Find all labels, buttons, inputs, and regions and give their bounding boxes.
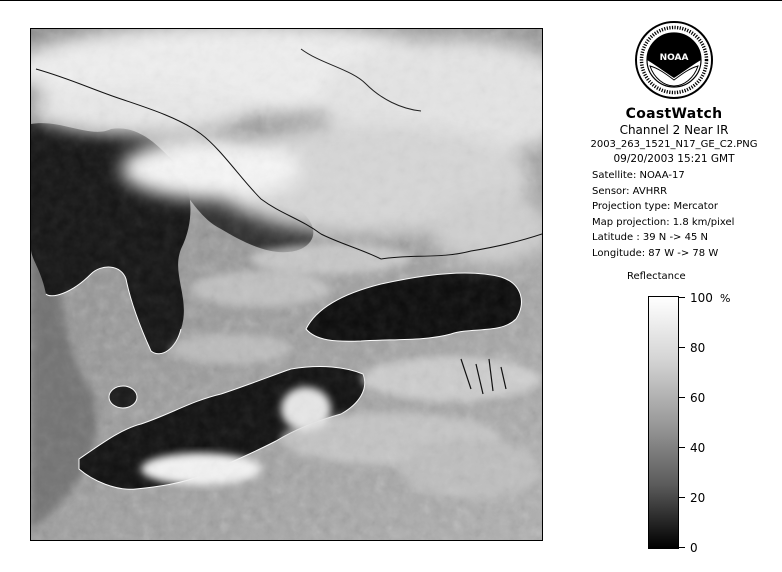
meta-projection-type: Projection type: Mercator — [592, 201, 718, 212]
logo-text: NOAA — [659, 53, 689, 63]
top-frame-line — [0, 0, 782, 1]
channel-label: Channel 2 Near IR — [619, 123, 729, 137]
colorbar-tick-label: 40 — [690, 441, 706, 455]
file-name: 2003_263_1521_N17_GE_C2.PNG — [590, 139, 758, 150]
colorbar-title: Reflectance — [627, 271, 686, 282]
satellite-image — [30, 28, 543, 541]
info-panel — [566, 20, 782, 261]
meta-latitude: Latitude : 39 N -> 45 N — [592, 232, 708, 243]
colorbar-tick-label: 100 — [690, 291, 713, 305]
colorbar-tick — [679, 547, 685, 548]
noaa-logo-icon — [634, 20, 714, 100]
colorbar-tick — [679, 447, 685, 448]
meta-map-projection: Map projection: 1.8 km/pixel — [592, 216, 735, 228]
colorbar-unit: % — [720, 292, 731, 305]
image-grain — [31, 29, 542, 540]
colorbar-tick — [679, 297, 685, 298]
colorbar-tick — [679, 497, 685, 498]
metadata-list — [566, 168, 782, 261]
meta-satellite: Satellite: NOAA-17 — [592, 170, 685, 181]
colorbar-tick — [679, 347, 685, 348]
meta-longitude: Longitude: 87 W -> 78 W — [592, 247, 719, 259]
colorbar-tick-label: 60 — [690, 391, 706, 405]
satellite-map — [31, 29, 542, 540]
brand-title: CoastWatch — [625, 106, 723, 122]
colorbar-tick — [679, 397, 685, 398]
meta-sensor: Sensor: AVHRR — [592, 185, 668, 197]
reflectance-colorbar — [648, 296, 679, 549]
colorbar-tick-label: 80 — [690, 341, 706, 355]
colorbar-tick-label: 0 — [690, 541, 698, 555]
colorbar-tick-label: 20 — [690, 491, 706, 505]
acquisition-datetime: 09/20/2003 15:21 GMT — [613, 153, 735, 165]
